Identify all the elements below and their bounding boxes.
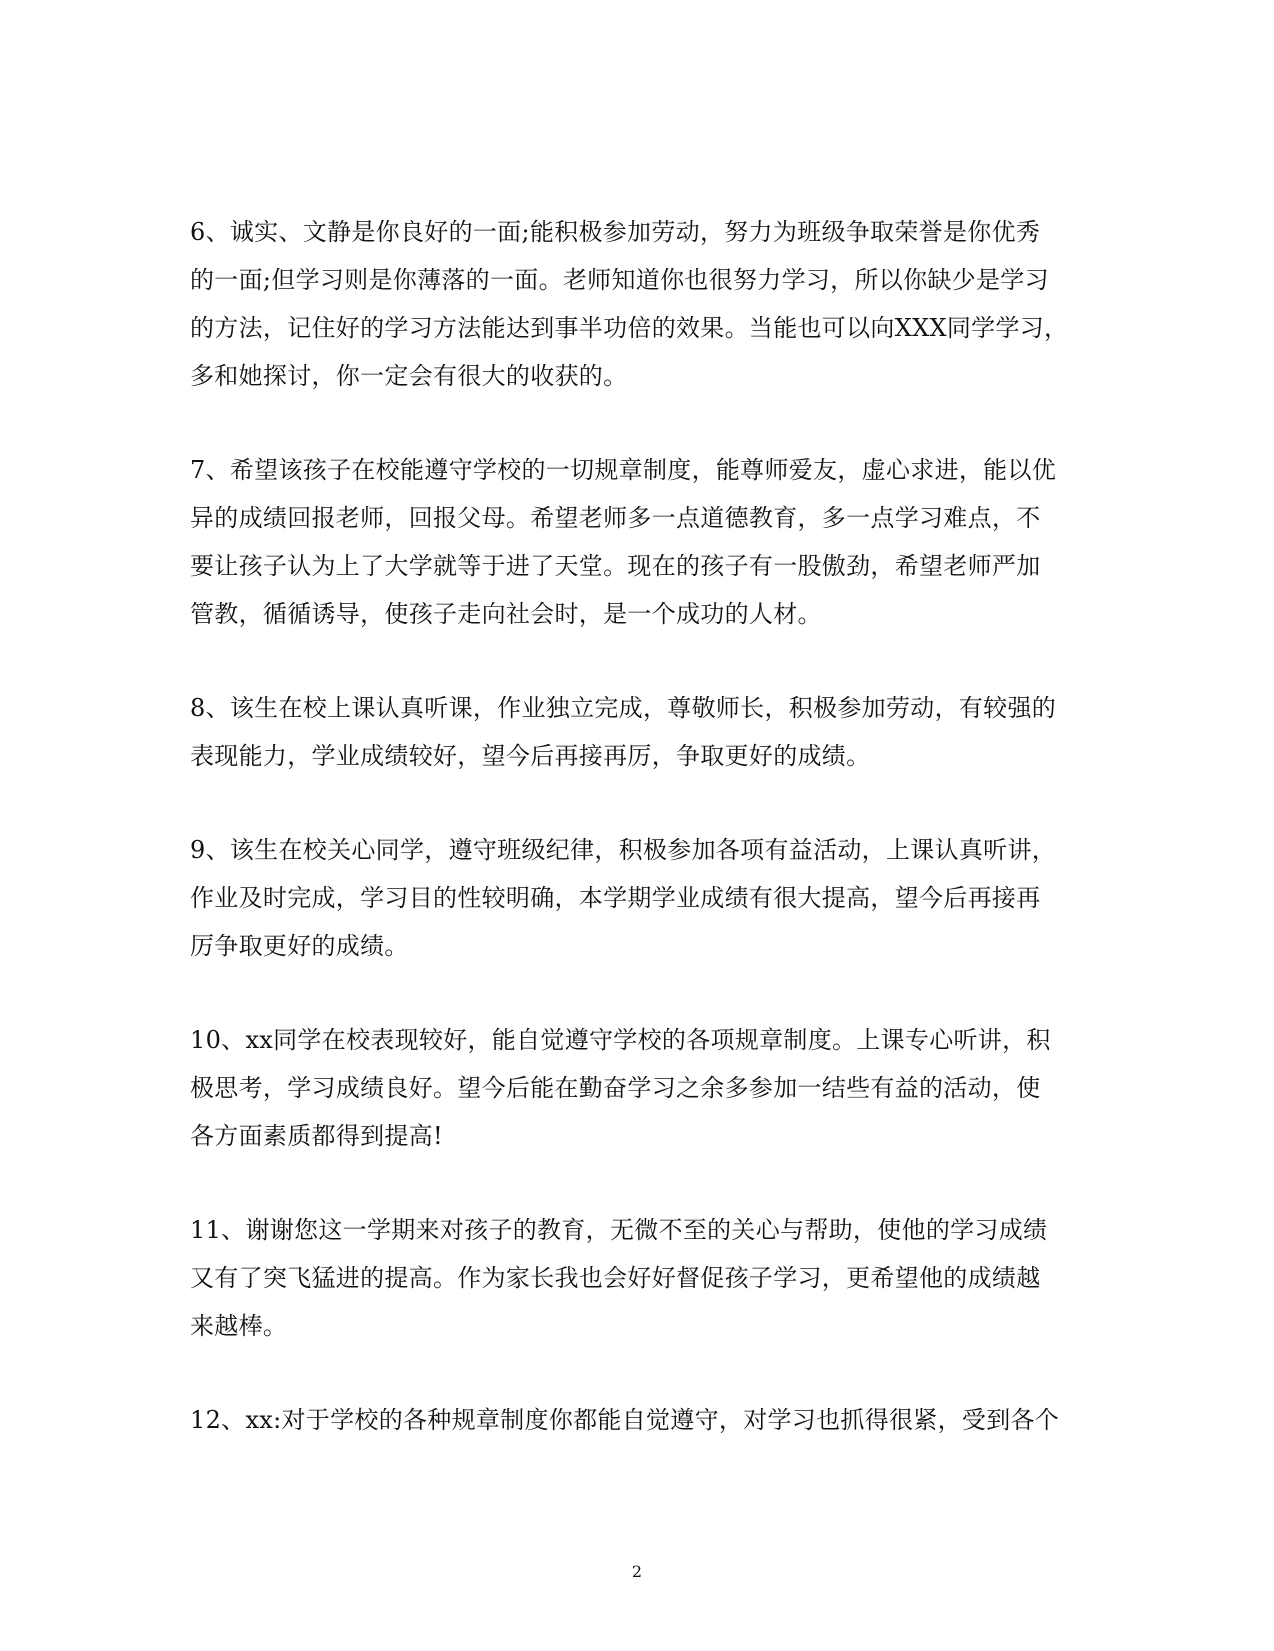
- paragraph-11: [190, 1206, 1080, 1350]
- paragraph-9: [190, 826, 1080, 970]
- text-line: 多和她探讨，你一定会有很大的收获的。: [190, 362, 628, 390]
- text-line: 10、xx同学在校表现较好，能自觉遵守学校的各项规章制度。上课专心听讲，积: [190, 1026, 1051, 1054]
- page-number: 2: [631, 1562, 643, 1581]
- text-line: 极思考，学习成绩良好。望今后能在勤奋学习之余多参加一结些有益的活动，使: [190, 1074, 1041, 1102]
- text-line: 12、xx:对于学校的各种规章制度你都能自觉遵守，对学习也抓得很紧，受到各个: [190, 1406, 1060, 1434]
- text-line: 又有了突飞猛进的提高。作为家长我也会好好督促孩子学习，更希望他的成绩越: [190, 1264, 1041, 1292]
- text-line: 的一面;但学习则是你薄落的一面。老师知道你也很努力学习，所以你缺少是学习: [190, 266, 1049, 294]
- text-line: 来越棒。: [190, 1312, 288, 1340]
- paragraph-12: [190, 1396, 1080, 1444]
- text-line: 各方面素质都得到提高!: [190, 1122, 443, 1150]
- document-body: [190, 208, 1080, 1490]
- paragraph-10: [190, 1016, 1080, 1160]
- text-line: 8、该生在校上课认真听课，作业独立完成，尊敬师长，积极参加劳动，有较强的: [190, 694, 1057, 722]
- text-line: 异的成绩回报老师，回报父母。希望老师多一点道德教育，多一点学习难点，不: [190, 504, 1041, 532]
- text-line: 11、谢谢您这一学期来对孩子的教育，无微不至的关心与帮助，使他的学习成绩: [190, 1216, 1048, 1244]
- text-line: 9、该生在校关心同学，遵守班级纪律，积极参加各项有益活动，上课认真听讲，: [190, 836, 1057, 864]
- text-line: 6、诚实、文静是你良好的一面;能积极参加劳动，努力为班级争取荣誉是你优秀: [190, 218, 1041, 246]
- text-line: 7、希望该孩子在校能遵守学校的一切规章制度，能尊师爱友，虚心求进，能以优: [190, 456, 1057, 484]
- paragraph-8: [190, 684, 1080, 780]
- paragraph-7: [190, 446, 1080, 638]
- text-line: 厉争取更好的成绩。: [190, 932, 409, 960]
- text-line: 管教，循循诱导，使孩子走向社会时，是一个成功的人材。: [190, 600, 822, 628]
- paragraph-6: [190, 208, 1080, 400]
- text-line: 作业及时完成，学习目的性较明确，本学期学业成绩有很大提高，望今后再接再: [190, 884, 1041, 912]
- text-line: 要让孩子认为上了大学就等于进了天堂。现在的孩子有一股傲劲，希望老师严加: [190, 552, 1041, 580]
- text-line: 表现能力，学业成绩较好，望今后再接再厉，争取更好的成绩。: [190, 742, 871, 770]
- text-line: 的方法，记住好的学习方法能达到事半功倍的效果。当能也可以向XXX同学学习，: [190, 314, 1069, 342]
